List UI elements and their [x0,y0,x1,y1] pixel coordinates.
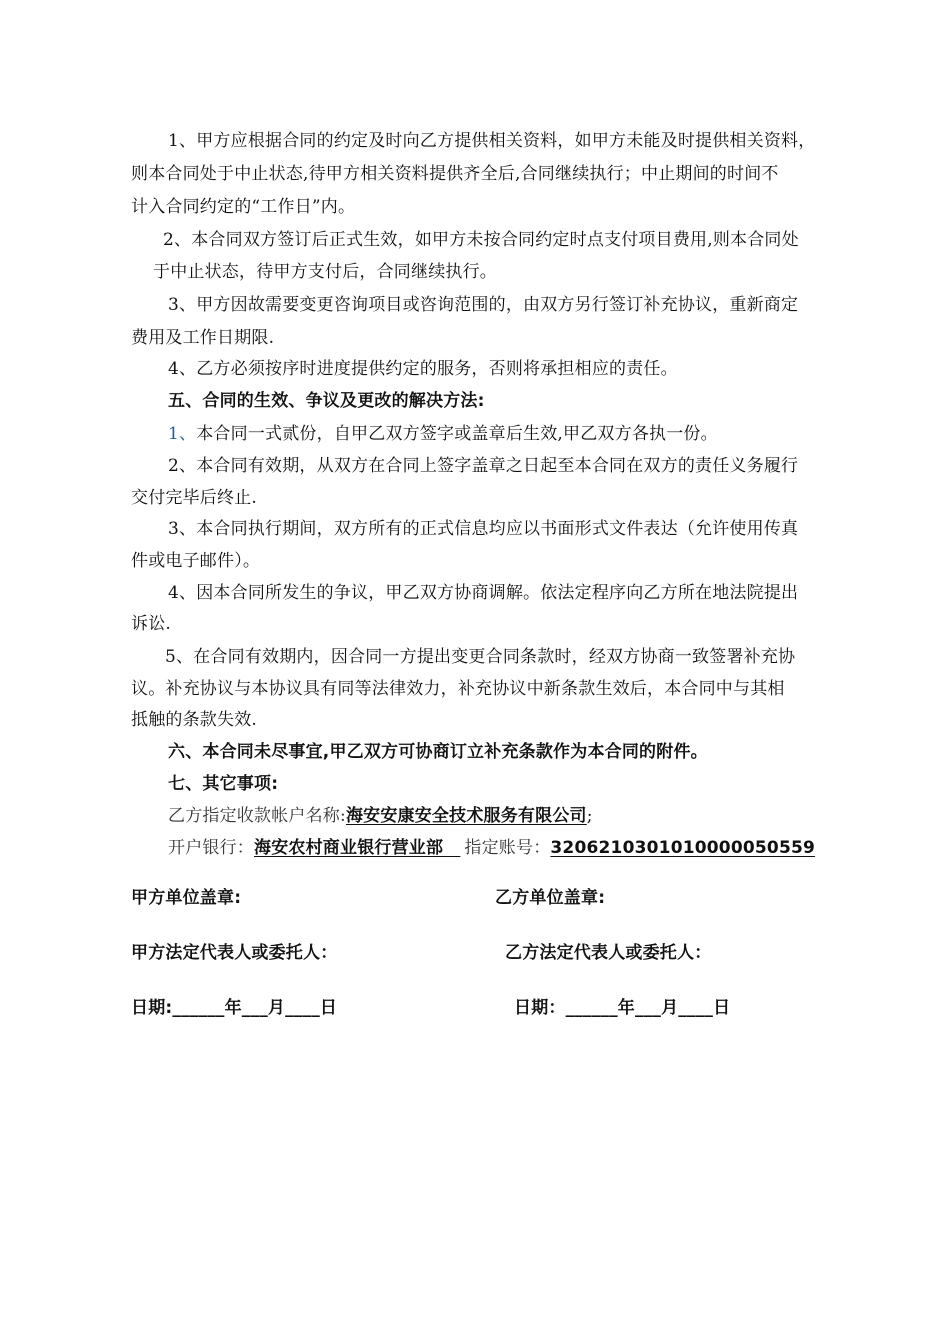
s4-item2-line1: 2、本合同双方签订后正式生效，如甲方未按合同约定时点支付项目费用,则本合同处 [163,230,799,250]
bank-value: 海安农村商业银行营业部 [254,838,461,858]
s4-item2-line2: 于中止状态，待甲方支付后，合同继续执行。 [153,262,497,282]
account-no-label: 指定账号： [464,838,551,858]
s5-item5-line3: 抵触的条款失效. [131,710,258,730]
s5-item1-number: 1、 [168,424,197,444]
account-name-end: ; [586,806,593,826]
account-name-value: 海安安康安全技术服务有限公司 [345,806,587,826]
bank-row [168,837,815,859]
s5-item4-line1: 4、因本合同所发生的争议，甲乙双方协商调解。依法定程序向乙方所在地法院提出 [168,583,799,603]
s5-heading: 五、合同的生效、争议及更改的解决方法: [168,391,485,411]
s5-item2-line1: 2、本合同有效期，从双方在合同上签字盖章之日起至本合同在双方的责任义务履行 [168,456,799,476]
party-b-seal: 乙方单位盖章: [495,888,606,908]
s4-item3-line1: 3、甲方因故需要变更咨询项目或咨询范围的，由双方另行签订补充协议，重新商定 [168,295,799,315]
party-a-date: 日期:______年___月____日 [131,998,338,1018]
party-a-seal: 甲方单位盖章: [131,888,242,908]
s5-item1 [168,423,718,445]
s5-item5-line1: 5、在合同有效期内，因合同一方提出变更合同条款时，经双方协商一致签署补充协 [165,647,796,667]
s7-heading: 七、其它事项: [168,774,279,794]
s5-item2-line2: 交付完毕后终止. [131,488,258,508]
s4-item4-line1: 4、乙方必须按序时进度提供约定的服务，否则将承担相应的责任。 [168,359,678,379]
bank-label: 开户银行： [168,838,254,858]
s5-item4-line2: 诉讼. [131,614,172,634]
s5-item3-line2: 件或电子邮件）。 [131,551,261,571]
account-no-value: 3206210301010000050559 [550,838,816,858]
account-name-label: 乙方指定收款帐户名称: [168,806,346,826]
s5-item1-text: 本合同一式贰份，自甲乙双方签字或盖章后生效,甲乙双方各执一份。 [196,424,718,444]
s5-item5-line2: 议。补充协议与本协议具有同等法律效力，补充协议中新条款生效后，本合同中与其相 [131,679,785,699]
party-b-date: 日期：______年___月____日 [514,998,731,1018]
party-a-representative: 甲方法定代表人或委托人： [131,943,338,963]
s4-item1-line1: 1、甲方应根据合同的约定及时向乙方提供相关资料，如甲方未能及时提供相关资料， [168,131,816,151]
s6-heading: 六、本合同未尽事宜,甲乙双方可协商订立补充条款作为本合同的附件。 [168,742,708,762]
account-name-row [168,805,593,827]
s4-item3-line2: 费用及工作日期限. [131,328,275,348]
s4-item1-line3: 计入合同约定的“工作日”内。 [131,197,356,217]
s5-item3-line1: 3、本合同执行期间，双方所有的正式信息均应以书面形式文件表达（允许使用传真 [168,519,799,539]
party-b-representative: 乙方法定代表人或委托人： [505,943,712,963]
s4-item1-line2: 则本合同处于中止状态,待甲方相关资料提供齐全后,合同继续执行；中止期间的时间不 [131,164,779,184]
